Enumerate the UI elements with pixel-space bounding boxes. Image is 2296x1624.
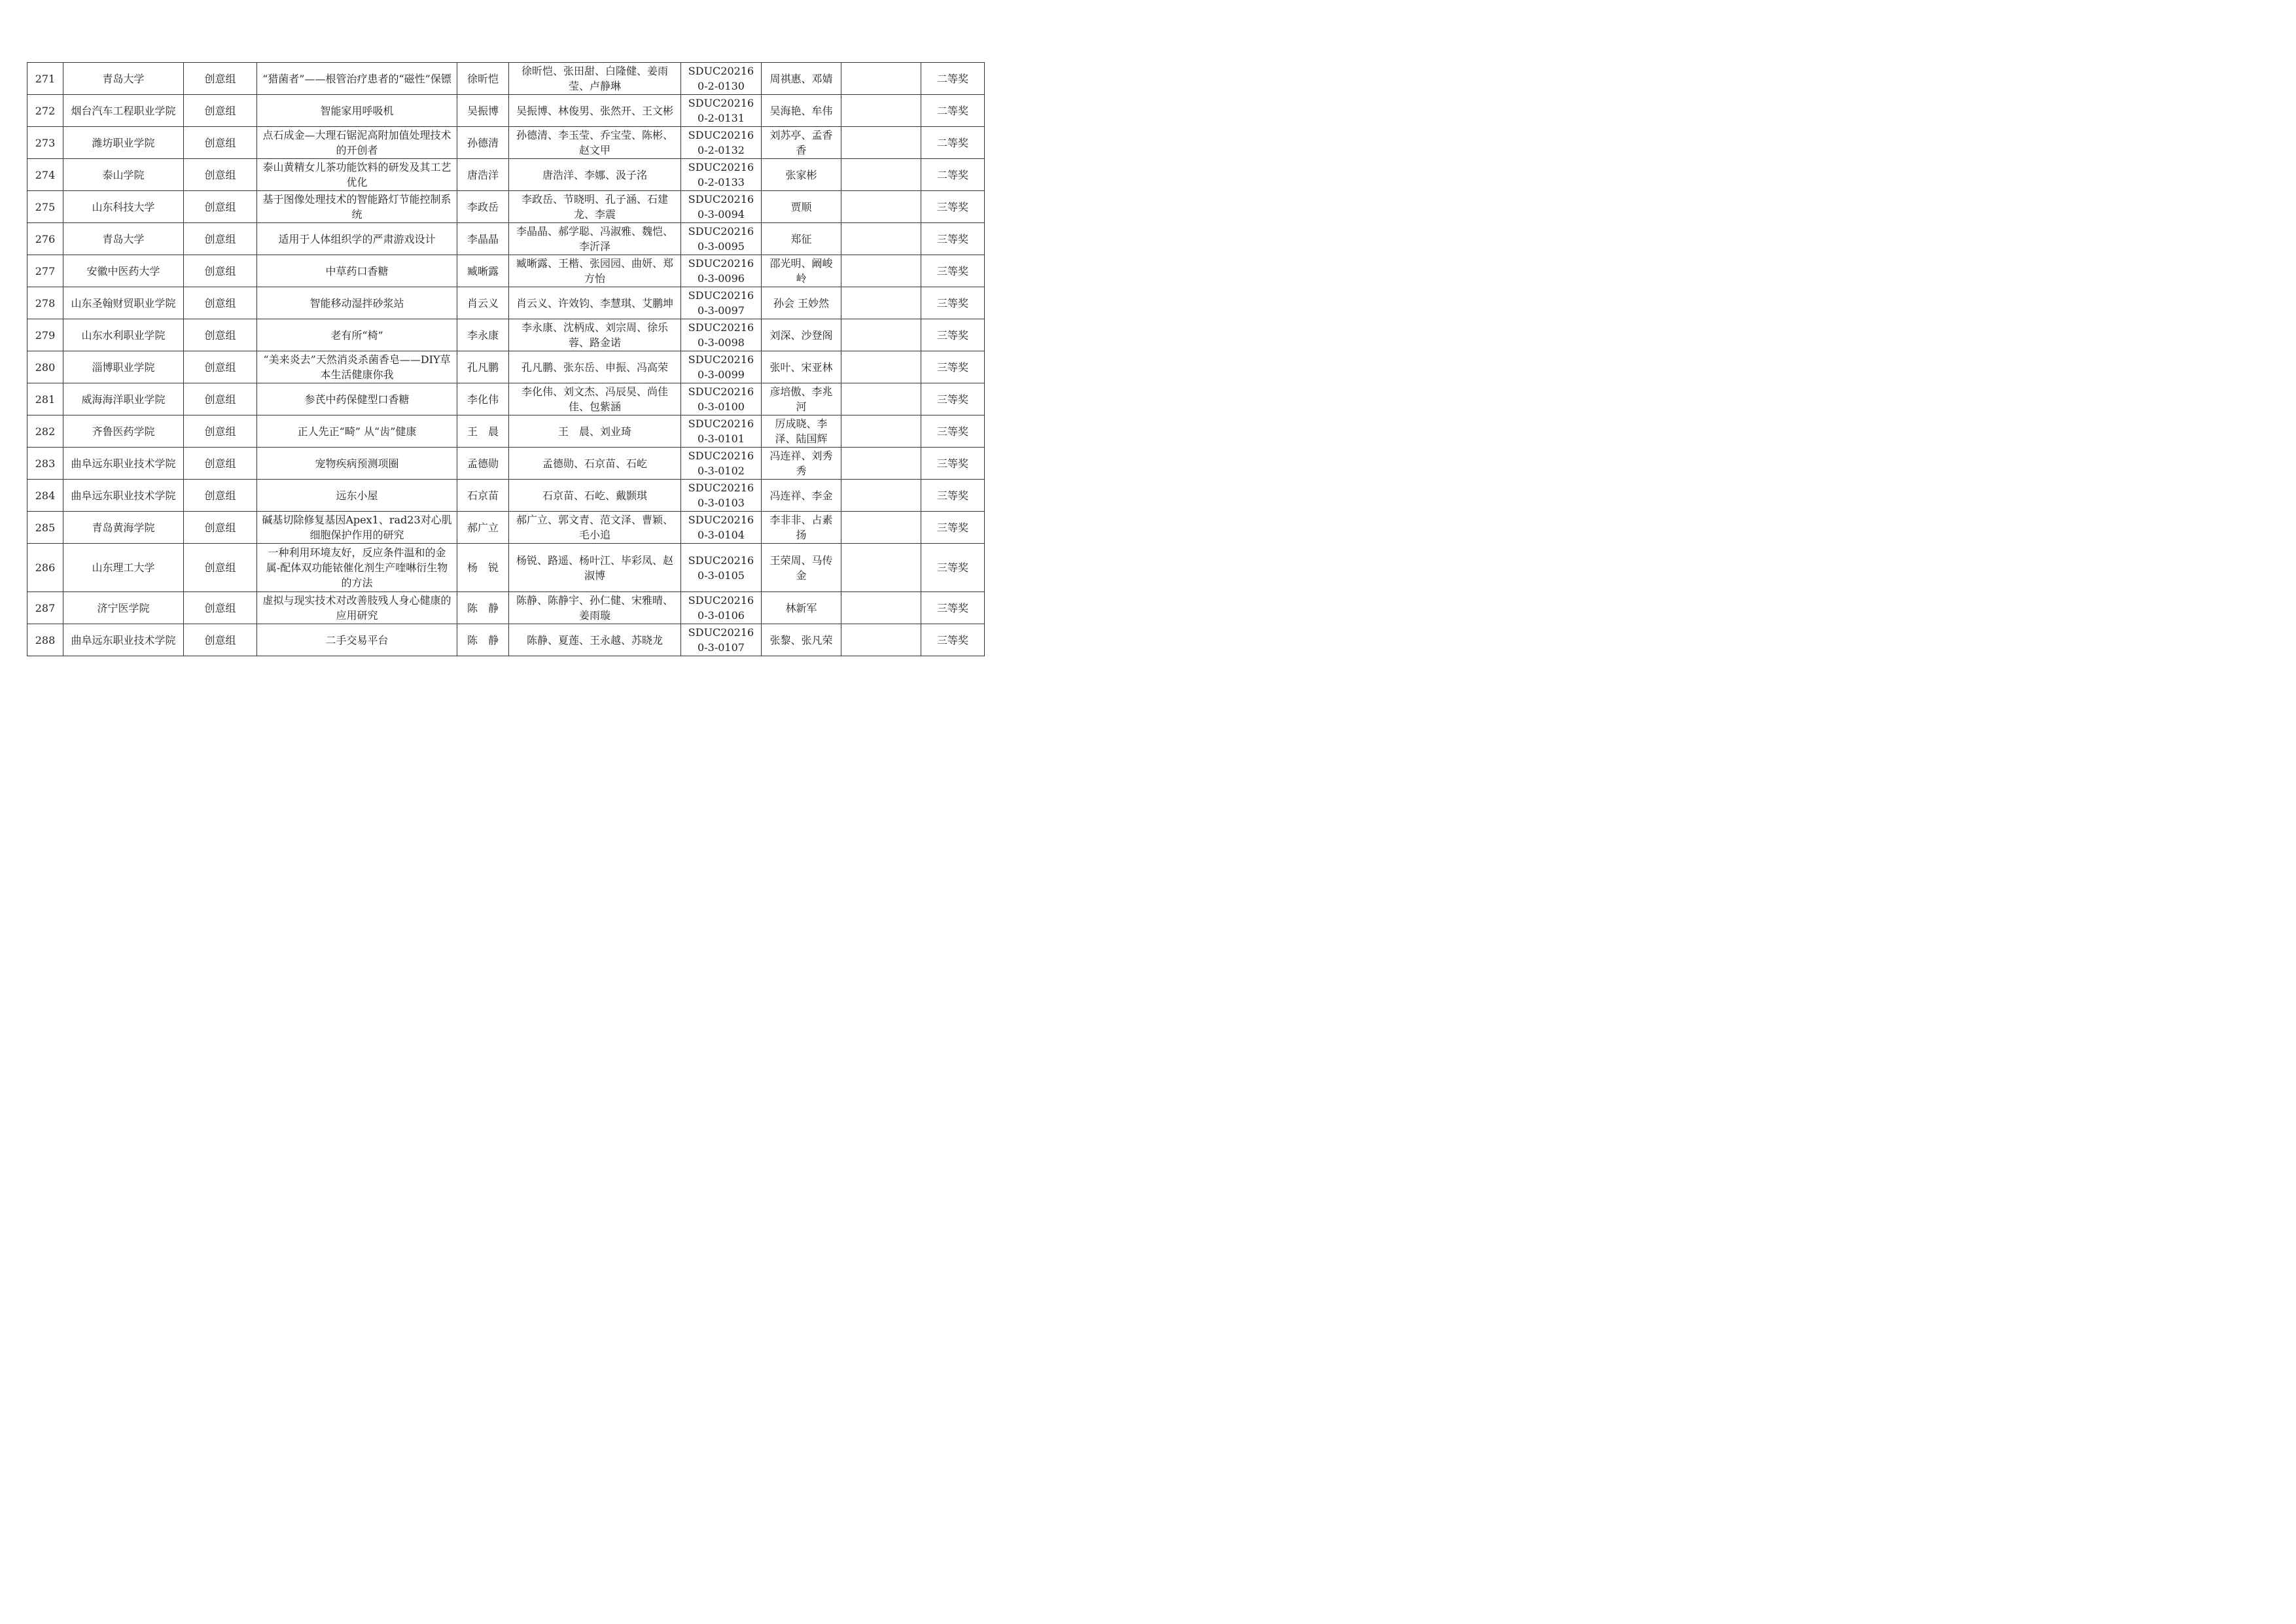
advisor-cell: 彦培傲、李兆河 (762, 383, 841, 415)
school-cell: 曲阜远东职业技术学院 (63, 480, 184, 512)
project-code-cell: SDUC202160-2-0130 (681, 63, 762, 95)
award-cell: 三等奖 (921, 480, 985, 512)
project-name-cell: 老有所“椅” (257, 319, 457, 351)
advisor-cell: 郑征 (762, 223, 841, 255)
advisor-cell: 冯连祥、李金 (762, 480, 841, 512)
project-code-cell: SDUC202160-3-0102 (681, 448, 762, 480)
project-name-cell: 远东小屋 (257, 480, 457, 512)
note-cell (841, 351, 921, 383)
row-number-cell: 283 (27, 448, 63, 480)
award-cell: 三等奖 (921, 415, 985, 448)
project-code-cell: SDUC202160-3-0096 (681, 255, 762, 287)
project-code-cell: SDUC202160-3-0105 (681, 544, 762, 592)
members-cell: 李政岳、节晓明、孔子涵、石建龙、李震 (509, 191, 681, 223)
leader-cell: 李政岳 (457, 191, 509, 223)
award-cell: 三等奖 (921, 592, 985, 624)
advisor-cell: 吴海艳、牟伟 (762, 95, 841, 127)
note-cell (841, 287, 921, 319)
leader-cell: 唐浩洋 (457, 159, 509, 191)
table-row (27, 223, 985, 255)
table-row (27, 319, 985, 351)
project-name-cell: 智能家用呼吸机 (257, 95, 457, 127)
table-row (27, 592, 985, 624)
group-cell: 创意组 (184, 287, 257, 319)
award-table-body (27, 63, 985, 656)
group-cell: 创意组 (184, 351, 257, 383)
row-number-cell: 272 (27, 95, 63, 127)
row-number-cell: 279 (27, 319, 63, 351)
school-cell: 青岛黄海学院 (63, 512, 184, 544)
group-cell: 创意组 (184, 544, 257, 592)
table-row (27, 159, 985, 191)
advisor-cell: 周祺惠、邓婧 (762, 63, 841, 95)
project-name-cell: “猎菌者”——根管治疗患者的“磁性”保镖 (257, 63, 457, 95)
table-row (27, 383, 985, 415)
note-cell (841, 319, 921, 351)
note-cell (841, 544, 921, 592)
leader-cell: 石京苗 (457, 480, 509, 512)
group-cell: 创意组 (184, 95, 257, 127)
note-cell (841, 159, 921, 191)
award-cell: 二等奖 (921, 159, 985, 191)
school-cell: 淄博职业学院 (63, 351, 184, 383)
award-cell: 三等奖 (921, 544, 985, 592)
leader-cell: 郝广立 (457, 512, 509, 544)
project-code-cell: SDUC202160-3-0104 (681, 512, 762, 544)
advisor-cell: 王荣周、马传金 (762, 544, 841, 592)
note-cell (841, 383, 921, 415)
members-cell: 杨锐、路遥、杨叶江、毕彩凤、赵淑博 (509, 544, 681, 592)
note-cell (841, 415, 921, 448)
table-row (27, 544, 985, 592)
members-cell: 郝广立、郭文青、范文泽、曹颖、毛小追 (509, 512, 681, 544)
members-cell: 臧晰露、王楷、张园园、曲妍、郑方怡 (509, 255, 681, 287)
school-cell: 潍坊职业学院 (63, 127, 184, 159)
award-cell: 三等奖 (921, 223, 985, 255)
group-cell: 创意组 (184, 592, 257, 624)
project-code-cell: SDUC202160-2-0133 (681, 159, 762, 191)
project-code-cell: SDUC202160-3-0099 (681, 351, 762, 383)
leader-cell: 臧晰露 (457, 255, 509, 287)
award-cell: 三等奖 (921, 191, 985, 223)
table-row (27, 191, 985, 223)
award-cell: 三等奖 (921, 287, 985, 319)
row-number-cell: 273 (27, 127, 63, 159)
members-cell: 王 晨、刘业琦 (509, 415, 681, 448)
advisor-cell: 林新军 (762, 592, 841, 624)
members-cell: 孔凡鹏、张东岳、申振、冯高荣 (509, 351, 681, 383)
table-row (27, 127, 985, 159)
advisor-cell: 冯连祥、刘秀秀 (762, 448, 841, 480)
school-cell: 威海海洋职业学院 (63, 383, 184, 415)
project-code-cell: SDUC202160-3-0095 (681, 223, 762, 255)
members-cell: 孙德清、李玉莹、乔宝莹、陈彬、赵文甲 (509, 127, 681, 159)
advisor-cell: 刘深、沙登阁 (762, 319, 841, 351)
project-name-cell: 宠物疾病预测项圈 (257, 448, 457, 480)
school-cell: 齐鲁医药学院 (63, 415, 184, 448)
project-name-cell: 基于图像处理技术的智能路灯节能控制系统 (257, 191, 457, 223)
members-cell: 李永康、沈柄成、刘宗周、徐乐蓉、路金诺 (509, 319, 681, 351)
row-number-cell: 282 (27, 415, 63, 448)
group-cell: 创意组 (184, 255, 257, 287)
school-cell: 青岛大学 (63, 63, 184, 95)
project-code-cell: SDUC202160-3-0101 (681, 415, 762, 448)
row-number-cell: 274 (27, 159, 63, 191)
table-row (27, 287, 985, 319)
members-cell: 李化伟、刘文杰、冯辰昊、尚佳佳、包紫涵 (509, 383, 681, 415)
members-cell: 吴振博、林俊男、张然开、王文彬 (509, 95, 681, 127)
note-cell (841, 127, 921, 159)
award-cell: 三等奖 (921, 448, 985, 480)
group-cell: 创意组 (184, 223, 257, 255)
project-name-cell: 一种利用环境友好，反应条件温和的金属-配体双功能铱催化剂生产喹啉衍生物的方法 (257, 544, 457, 592)
row-number-cell: 278 (27, 287, 63, 319)
school-cell: 山东圣翰财贸职业学院 (63, 287, 184, 319)
project-code-cell: SDUC202160-3-0094 (681, 191, 762, 223)
group-cell: 创意组 (184, 63, 257, 95)
award-table (27, 62, 985, 656)
leader-cell: 陈 静 (457, 592, 509, 624)
table-row (27, 255, 985, 287)
school-cell: 烟台汽车工程职业学院 (63, 95, 184, 127)
leader-cell: 肖云义 (457, 287, 509, 319)
table-row (27, 351, 985, 383)
document-page (0, 0, 1014, 717)
members-cell: 石京苗、石屹、戴颢琪 (509, 480, 681, 512)
members-cell: 孟德勋、石京苗、石屹 (509, 448, 681, 480)
group-cell: 创意组 (184, 512, 257, 544)
note-cell (841, 480, 921, 512)
note-cell (841, 624, 921, 656)
advisor-cell: 邵光明、阚峻岭 (762, 255, 841, 287)
note-cell (841, 63, 921, 95)
leader-cell: 徐昕恺 (457, 63, 509, 95)
table-row (27, 624, 985, 656)
members-cell: 肖云义、许效钧、李慧琪、艾鹏坤 (509, 287, 681, 319)
advisor-cell: 刘苏亭、孟香香 (762, 127, 841, 159)
advisor-cell: 厉成晓、李泽、陆国辉 (762, 415, 841, 448)
row-number-cell: 281 (27, 383, 63, 415)
project-name-cell: “美来炎去”天然消炎杀菌香皂——DIY草本生活健康你我 (257, 351, 457, 383)
advisor-cell: 张家彬 (762, 159, 841, 191)
school-cell: 曲阜远东职业技术学院 (63, 624, 184, 656)
table-row (27, 480, 985, 512)
group-cell: 创意组 (184, 415, 257, 448)
table-row (27, 95, 985, 127)
group-cell: 创意组 (184, 319, 257, 351)
project-code-cell: SDUC202160-3-0106 (681, 592, 762, 624)
project-code-cell: SDUC202160-2-0131 (681, 95, 762, 127)
advisor-cell: 张黎、张凡荣 (762, 624, 841, 656)
group-cell: 创意组 (184, 159, 257, 191)
leader-cell: 孔凡鹏 (457, 351, 509, 383)
row-number-cell: 284 (27, 480, 63, 512)
note-cell (841, 223, 921, 255)
table-row (27, 512, 985, 544)
project-name-cell: 中草药口香糖 (257, 255, 457, 287)
note-cell (841, 512, 921, 544)
table-row (27, 448, 985, 480)
school-cell: 青岛大学 (63, 223, 184, 255)
leader-cell: 李晶晶 (457, 223, 509, 255)
row-number-cell: 271 (27, 63, 63, 95)
project-name-cell: 虚拟与现实技术对改善肢残人身心健康的应用研究 (257, 592, 457, 624)
note-cell (841, 255, 921, 287)
table-row (27, 415, 985, 448)
row-number-cell: 275 (27, 191, 63, 223)
award-cell: 二等奖 (921, 63, 985, 95)
row-number-cell: 288 (27, 624, 63, 656)
leader-cell: 孟德勋 (457, 448, 509, 480)
advisor-cell: 张叶、宋亚林 (762, 351, 841, 383)
row-number-cell: 277 (27, 255, 63, 287)
row-number-cell: 285 (27, 512, 63, 544)
members-cell: 徐昕恺、张田甜、白隆健、姜雨莹、卢静琳 (509, 63, 681, 95)
school-cell: 山东科技大学 (63, 191, 184, 223)
group-cell: 创意组 (184, 127, 257, 159)
award-cell: 三等奖 (921, 255, 985, 287)
project-code-cell: SDUC202160-3-0098 (681, 319, 762, 351)
leader-cell: 杨 锐 (457, 544, 509, 592)
project-name-cell: 点石成金—大理石锯泥高附加值处理技术的开创者 (257, 127, 457, 159)
project-code-cell: SDUC202160-3-0107 (681, 624, 762, 656)
project-name-cell: 碱基切除修复基因Apex1、rad23对心肌细胞保护作用的研究 (257, 512, 457, 544)
school-cell: 曲阜远东职业技术学院 (63, 448, 184, 480)
project-name-cell: 正人先正“畸” 从“齿”健康 (257, 415, 457, 448)
leader-cell: 李化伟 (457, 383, 509, 415)
project-code-cell: SDUC202160-3-0103 (681, 480, 762, 512)
group-cell: 创意组 (184, 191, 257, 223)
advisor-cell: 贾顺 (762, 191, 841, 223)
leader-cell: 吴振博 (457, 95, 509, 127)
award-cell: 三等奖 (921, 351, 985, 383)
project-code-cell: SDUC202160-2-0132 (681, 127, 762, 159)
group-cell: 创意组 (184, 383, 257, 415)
note-cell (841, 95, 921, 127)
leader-cell: 孙德清 (457, 127, 509, 159)
leader-cell: 陈 静 (457, 624, 509, 656)
leader-cell: 王 晨 (457, 415, 509, 448)
school-cell: 山东理工大学 (63, 544, 184, 592)
project-code-cell: SDUC202160-3-0097 (681, 287, 762, 319)
project-name-cell: 二手交易平台 (257, 624, 457, 656)
school-cell: 安徽中医药大学 (63, 255, 184, 287)
row-number-cell: 286 (27, 544, 63, 592)
group-cell: 创意组 (184, 448, 257, 480)
award-cell: 三等奖 (921, 319, 985, 351)
award-cell: 三等奖 (921, 624, 985, 656)
school-cell: 泰山学院 (63, 159, 184, 191)
advisor-cell: 孙会 王妙然 (762, 287, 841, 319)
row-number-cell: 287 (27, 592, 63, 624)
leader-cell: 李永康 (457, 319, 509, 351)
project-name-cell: 智能移动湿拌砂浆站 (257, 287, 457, 319)
school-cell: 济宁医学院 (63, 592, 184, 624)
project-name-cell: 适用于人体组织学的严肃游戏设计 (257, 223, 457, 255)
members-cell: 唐浩洋、李娜、汲子洺 (509, 159, 681, 191)
award-cell: 二等奖 (921, 95, 985, 127)
project-name-cell: 泰山黄精女儿茶功能饮料的研发及其工艺优化 (257, 159, 457, 191)
group-cell: 创意组 (184, 624, 257, 656)
award-cell: 二等奖 (921, 127, 985, 159)
members-cell: 陈静、陈静宇、孙仁健、宋雅晴、姜雨璇 (509, 592, 681, 624)
table-row (27, 63, 985, 95)
row-number-cell: 280 (27, 351, 63, 383)
members-cell: 陈静、夏莲、王永越、苏晓龙 (509, 624, 681, 656)
row-number-cell: 276 (27, 223, 63, 255)
project-code-cell: SDUC202160-3-0100 (681, 383, 762, 415)
project-name-cell: 参芪中药保健型口香糖 (257, 383, 457, 415)
award-cell: 三等奖 (921, 512, 985, 544)
note-cell (841, 592, 921, 624)
group-cell: 创意组 (184, 480, 257, 512)
advisor-cell: 李非非、占素扬 (762, 512, 841, 544)
members-cell: 李晶晶、郝学聪、冯淑雅、魏恺、李沂泽 (509, 223, 681, 255)
note-cell (841, 191, 921, 223)
note-cell (841, 448, 921, 480)
award-cell: 三等奖 (921, 383, 985, 415)
school-cell: 山东水利职业学院 (63, 319, 184, 351)
